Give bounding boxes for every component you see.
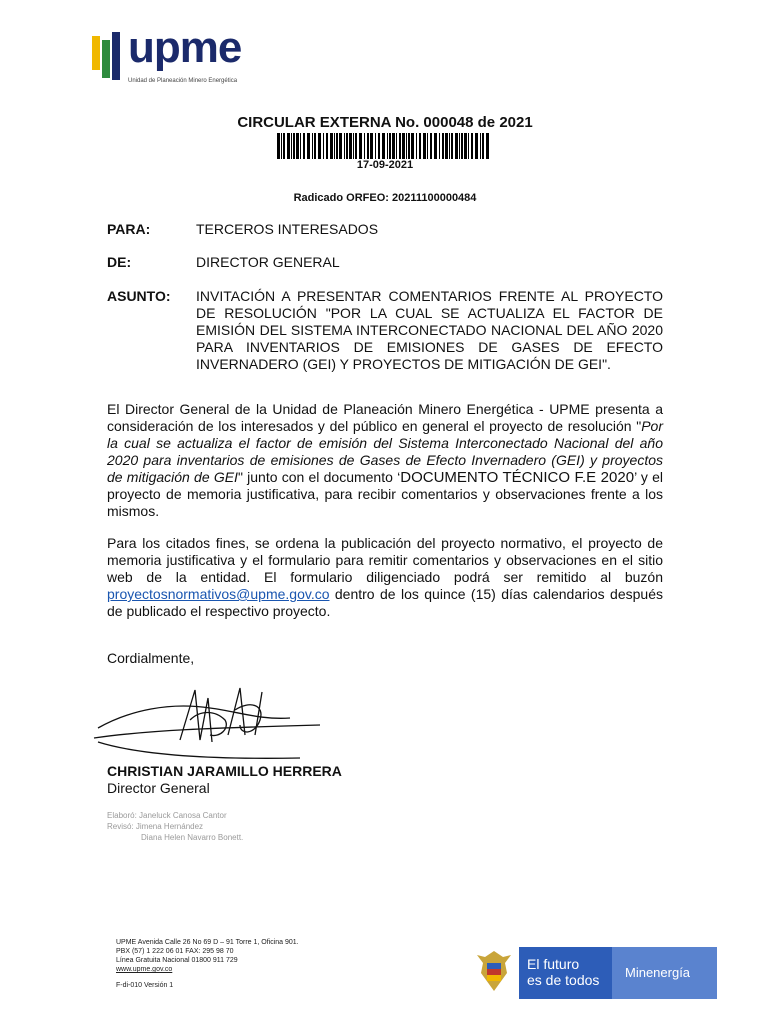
credits-prepared: Elaboró: Janeluck Canosa Cantor (107, 811, 227, 820)
colombia-coat-of-arms-icon (467, 947, 521, 999)
email-link[interactable]: proyectosnormativos@upme.gov.co (107, 586, 330, 602)
de-value: DIRECTOR GENERAL (196, 254, 340, 270)
signatory-role: Director General (107, 780, 210, 796)
p1-end: ’ y el proyecto de memoria justificativa, para recibir comentarios y observaciones frente a los mismos. (107, 469, 663, 519)
footer-form-code: F-di-010 Versión 1 (116, 982, 174, 989)
p1-start: El Director General de la Unidad de Planeación Minero Energética - UPME presenta a consideración de los interesados y del público en general el proyecto de resolución " (107, 401, 663, 434)
ministry-name: Minenergía (625, 965, 691, 980)
signatory-name: CHRISTIAN JARAMILLO HERRERA (107, 763, 342, 779)
slogan-line-1: El futuro (527, 956, 580, 972)
footer-address: UPME Avenida Calle 26 No 69 D – 91 Torre 1, Oficina 901. (116, 939, 299, 946)
logo-yellow-bar (92, 36, 100, 70)
body-paragraph-2 (107, 535, 663, 620)
footer-phone: PBX (57) 1 222 06 01 FAX: 295 98 70 (116, 948, 234, 955)
document-name: DOCUMENTO TÉCNICO F.E 2020 (400, 469, 635, 486)
handwritten-signature (90, 680, 330, 775)
radicado-number: Radicado ORFEO: 20211100000484 (293, 192, 477, 204)
footer-website-link[interactable]: www.upme.gov.co (116, 966, 173, 973)
de-label: DE: (107, 254, 132, 270)
closing: Cordialmente, (107, 650, 195, 666)
p2-end: dentro de los quince (15) días calendarios después de publicado el respectivo proyecto. (107, 586, 663, 619)
asunto-label: ASUNTO: (107, 288, 171, 304)
logo-subtitle: Unidad de Planeación Minero Energética (128, 78, 238, 84)
credits-reviewed-2: Diana Helen Navarro Bonett. (141, 833, 244, 842)
slogan-line-2: es de todos (527, 972, 600, 988)
para-label: PARA: (107, 221, 151, 237)
logo-blue-bar (112, 32, 120, 80)
footer-free-line: Línea Gratuita Nacional 01800 911 729 (116, 957, 238, 964)
credits-reviewed: Revisó: Jimena Hernández (107, 822, 204, 831)
barcode (277, 133, 493, 159)
resolution-title: Por la cual se actualiza el factor de emisión del Sistema Interconectado Nacional del año 2020 para inventarios de emisiones de Gases de Efecto Invernadero (GEI) y proyectos de mitigación de GEI (107, 418, 663, 485)
circular-date: 17-09-2021 (356, 159, 414, 171)
p2-start: Para los citados fines, se ordena la publicación del proyecto normativo, el proyecto de memoria justificativa y el formulario para remitir comentarios y observaciones en el sitio web de la entidad. El formulario diligenciado podrá ser remitido al buzón (107, 535, 663, 585)
p1-mid: " junto con el documento ‘ (237, 469, 401, 485)
circular-title: CIRCULAR EXTERNA No. 000048 de 2021 (237, 114, 533, 131)
body-paragraph-1 (107, 401, 663, 520)
logo-green-bar (102, 40, 110, 78)
para-value: TERCEROS INTERESADOS (196, 221, 379, 237)
government-logo-banner (467, 947, 717, 999)
logo-wordmark: upme (128, 23, 242, 72)
asunto-value: INVITACIÓN A PRESENTAR COMENTARIOS FRENTE AL PROYECTO DE RESOLUCIÓN "POR LA CUAL SE ACTUALIZA EL FACTOR DE EMISIÓN DEL SISTEMA INTERCONECTADO NACIONAL DEL AÑO 2020 PARA INVENTARIOS DE EMISIONES DE GASES DE EFECTO INVERNADERO (GEI) Y PROYECTOS DE MITIGACIÓN DE GEI". (196, 288, 663, 372)
